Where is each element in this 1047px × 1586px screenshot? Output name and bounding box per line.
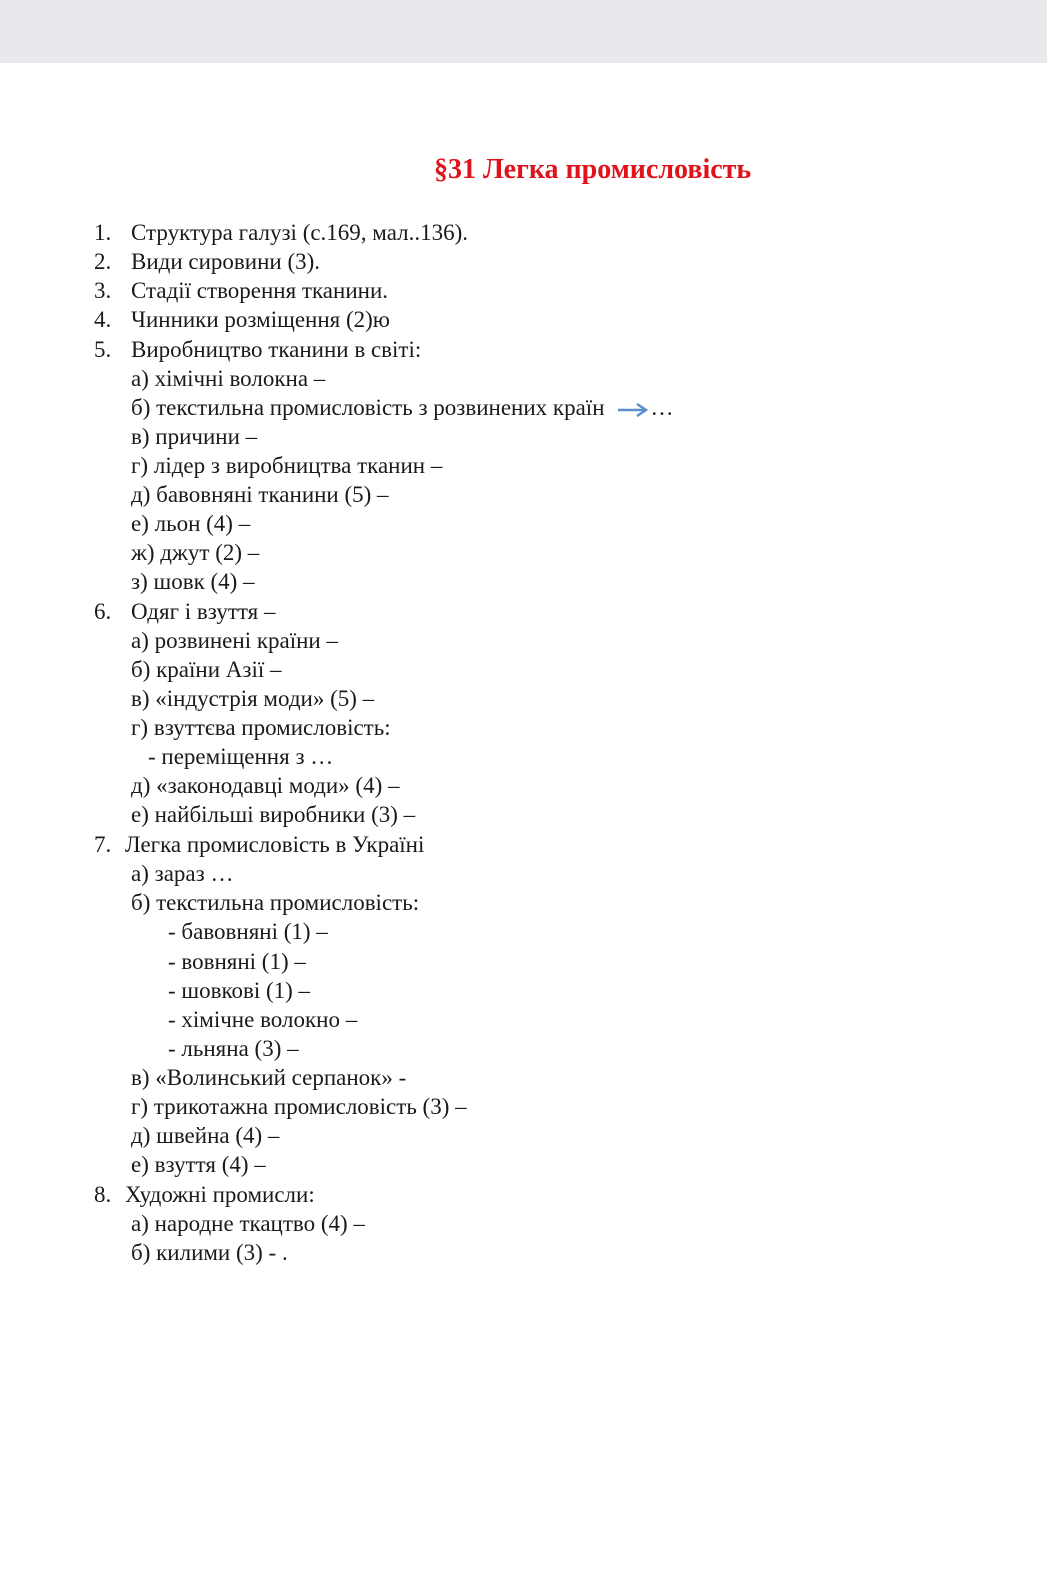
list-subitem: е) взуття (4) – [131, 1152, 266, 1177]
list-subitem: б) країни Азії – [131, 657, 282, 682]
list-item: Художні промисли: [125, 1182, 315, 1207]
list-subitem: б) текстильна промисловість: [131, 890, 420, 915]
list-item: Виробництво тканини в світі: [131, 337, 422, 362]
right-arrow-icon [617, 396, 649, 424]
item-number: 3. [94, 278, 112, 303]
list-subitem: д) бавовняні тканини (5) – [131, 482, 389, 507]
item-number: 6. [94, 599, 112, 624]
item-number: 7. [94, 832, 112, 857]
list-subitem: д) «законодавці моди» (4) – [131, 773, 400, 798]
list-subitem: а) хімічні волокна – [131, 366, 326, 391]
list-item: Види сировини (3). [131, 249, 321, 274]
list-subitem: д) швейна (4) – [131, 1123, 280, 1148]
item-number: 2. [94, 249, 112, 274]
top-bar [0, 0, 1047, 63]
list-subitem: г) трикотажна промисловість (3) – [131, 1094, 467, 1119]
list-item: Одяг і взуття – [131, 599, 276, 624]
list-subitem: в) причини – [131, 424, 258, 449]
list-subitem: б) килими (3) - . [131, 1240, 288, 1265]
list-item: Стадії створення тканини. [131, 278, 388, 303]
list-subitem: а) зараз … [131, 861, 234, 886]
list-subitem: в) «Волинський серпанок» - [131, 1065, 407, 1090]
item-number: 5. [94, 337, 112, 362]
list-subitem: а) розвинені країни – [131, 628, 338, 653]
list-subsubitem: - шовкові (1) – [168, 978, 311, 1003]
list-subsubitem: - вовняні (1) – [168, 949, 306, 974]
list-item: Чинники розміщення (2)ю [131, 307, 390, 332]
item-number: 4. [94, 307, 112, 332]
list-subsubitem: - бавовняні (1) – [168, 919, 328, 944]
item-number: 1. [94, 220, 112, 245]
list-subitem: в) «індустрія моди» (5) – [131, 686, 375, 711]
list-subitem: г) взуттєва промисловість: [131, 715, 391, 740]
list-subitem: е) найбільші виробники (3) – [131, 802, 416, 827]
list-subitem: г) лідер з виробництва тканин – [131, 453, 443, 478]
list-subitem: е) льон (4) – [131, 511, 251, 536]
list-item: Структура галузі (с.169, мал..136). [131, 220, 469, 245]
list-subitem: ж) джут (2) – [131, 540, 260, 565]
list-subsubitem: - переміщення з … [148, 744, 334, 769]
list-item: Легка промисловість в Україні [125, 832, 425, 857]
list-subitem [131, 394, 674, 424]
ellipsis: … [650, 395, 674, 420]
list-subsubitem: - льняна (3) – [168, 1036, 299, 1061]
list-subitem-text: б) текстильна промисловість з розвинених країн [131, 395, 605, 420]
list-subitem: з) шовк (4) – [131, 569, 255, 594]
list-subitem: а) народне ткацтво (4) – [131, 1211, 365, 1236]
item-number: 8. [94, 1182, 112, 1207]
list-subsubitem: - хімічне волокно – [168, 1007, 358, 1032]
page-title: §31 Легка промисловість [434, 154, 752, 185]
